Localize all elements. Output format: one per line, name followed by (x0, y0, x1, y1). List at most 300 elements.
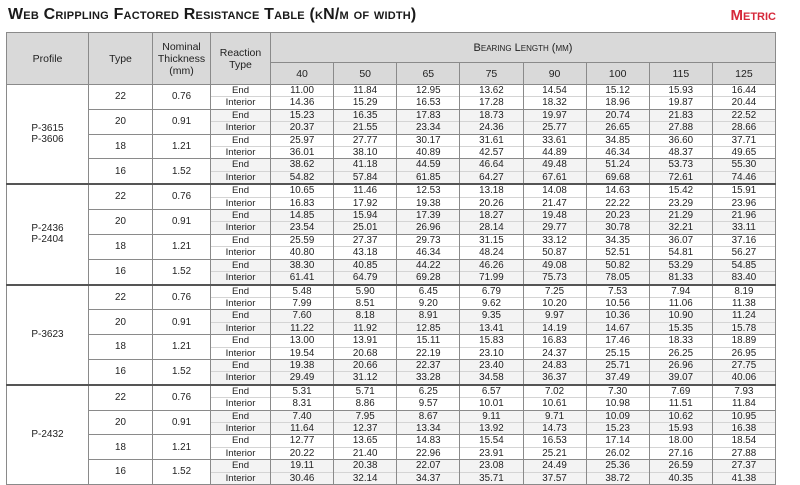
value-cell (271, 259, 334, 284)
value-cell (523, 210, 586, 235)
interior-value: 48.37 (668, 147, 694, 159)
end-value: 10.95 (713, 411, 775, 423)
thickness-cell: 0.91 (153, 210, 211, 235)
end-value: 12.95 (397, 85, 459, 97)
interior-value: 74.46 (731, 171, 757, 183)
reaction-type-cell (211, 210, 271, 235)
type-cell: 18 (89, 335, 153, 360)
reaction-interior-label: Interior (225, 147, 256, 159)
end-value: 34.85 (587, 135, 649, 147)
value-cell (397, 385, 460, 410)
value-cell (523, 134, 586, 159)
end-value: 29.73 (397, 235, 459, 247)
end-value: 10.09 (587, 411, 649, 423)
reaction-interior-label: Interior (225, 472, 256, 484)
end-value: 34.35 (587, 235, 649, 247)
value-cell (586, 159, 649, 184)
reaction-type-cell (211, 109, 271, 134)
interior-value: 13.92 (479, 422, 504, 434)
table-row (7, 109, 776, 134)
table-body (7, 85, 776, 485)
end-value: 36.07 (650, 235, 712, 247)
value-cell (523, 385, 586, 410)
table-title: Web Crippling Factored Resistance Table (kN/m of width) (8, 6, 417, 23)
reaction-end-label: End (211, 210, 270, 222)
end-value: 20.66 (334, 360, 396, 372)
end-value: 27.75 (713, 360, 775, 372)
value-cell (460, 234, 523, 259)
value-cell (460, 359, 523, 384)
end-value: 13.00 (271, 335, 333, 347)
thickness-cell: 1.52 (153, 460, 211, 485)
interior-value: 69.68 (605, 171, 630, 183)
interior-value: 42.57 (479, 147, 504, 159)
end-value: 14.85 (271, 210, 333, 222)
end-value: 8.91 (397, 310, 459, 322)
end-value: 7.95 (334, 411, 396, 423)
value-cell (334, 234, 397, 259)
end-value: 16.35 (334, 110, 396, 122)
value-cell (712, 259, 775, 284)
interior-value: 8.86 (355, 398, 375, 410)
interior-value: 27.88 (668, 122, 694, 134)
end-value: 20.23 (587, 210, 649, 222)
end-value: 25.71 (587, 360, 649, 372)
interior-value: 15.93 (668, 422, 694, 434)
type-cell: 22 (89, 385, 153, 410)
value-cell (397, 285, 460, 310)
thickness-cell: 1.52 (153, 159, 211, 184)
value-cell (523, 109, 586, 134)
end-value: 20.38 (334, 460, 396, 472)
end-value: 12.77 (271, 435, 333, 447)
end-value: 9.11 (460, 411, 522, 423)
type-cell: 20 (89, 310, 153, 335)
end-value: 14.83 (397, 435, 459, 447)
end-value: 9.71 (524, 411, 586, 423)
value-cell (523, 460, 586, 485)
interior-value: 23.29 (668, 197, 694, 209)
value-cell (271, 359, 334, 384)
end-value: 7.60 (271, 310, 333, 322)
end-value: 23.08 (460, 460, 522, 472)
header-length-50: 50 (334, 63, 397, 85)
value-cell (586, 134, 649, 159)
interior-value: 16.83 (289, 197, 315, 209)
value-cell (586, 460, 649, 485)
interior-value: 26.25 (668, 347, 694, 359)
interior-value: 11.92 (353, 322, 378, 334)
end-value: 15.91 (713, 185, 775, 197)
reaction-interior-label: Interior (225, 372, 256, 384)
end-value: 22.37 (397, 360, 459, 372)
value-cell (523, 234, 586, 259)
end-value: 15.83 (460, 335, 522, 347)
reaction-interior-label: Interior (225, 171, 256, 183)
type-cell: 20 (89, 410, 153, 435)
thickness-cell: 1.21 (153, 335, 211, 360)
end-value: 38.30 (271, 260, 333, 272)
header-length-65: 65 (397, 63, 460, 85)
interior-value: 30.78 (605, 222, 630, 234)
end-value: 10.62 (650, 411, 712, 423)
end-value: 5.31 (271, 386, 333, 398)
header-length-115: 115 (649, 63, 712, 85)
value-cell (271, 85, 334, 110)
type-cell: 16 (89, 359, 153, 384)
interior-value: 61.85 (416, 171, 441, 183)
interior-value: 38.72 (605, 472, 630, 484)
end-value: 10.36 (587, 310, 649, 322)
interior-value: 24.37 (542, 347, 567, 359)
interior-value: 34.37 (416, 472, 441, 484)
value-cell (586, 435, 649, 460)
interior-value: 11.38 (732, 297, 756, 309)
reaction-end-label: End (211, 286, 270, 298)
interior-value: 8.51 (355, 297, 375, 309)
value-cell (397, 184, 460, 209)
table-row (7, 460, 776, 485)
end-value: 26.96 (650, 360, 712, 372)
end-value: 31.15 (460, 235, 522, 247)
end-value: 46.26 (460, 260, 522, 272)
interior-value: 57.84 (352, 171, 378, 183)
end-value: 22.52 (713, 110, 775, 122)
interior-value: 25.01 (352, 222, 378, 234)
value-cell (649, 435, 712, 460)
end-value: 14.63 (587, 185, 649, 197)
value-cell (397, 435, 460, 460)
end-value: 16.53 (524, 435, 586, 447)
interior-value: 54.82 (289, 171, 315, 183)
table-row (7, 134, 776, 159)
interior-value: 16.38 (731, 422, 757, 434)
reaction-interior-label: Interior (225, 122, 256, 134)
value-cell (460, 435, 523, 460)
value-cell (586, 410, 649, 435)
interior-value: 14.36 (289, 97, 315, 109)
value-cell (523, 335, 586, 360)
interior-value: 28.14 (479, 222, 504, 234)
interior-value: 64.27 (479, 171, 504, 183)
end-value: 13.62 (460, 85, 522, 97)
reaction-type-cell (211, 410, 271, 435)
interior-value: 40.89 (416, 147, 441, 159)
end-value: 13.18 (460, 185, 522, 197)
end-value: 11.24 (713, 310, 775, 322)
interior-value: 35.71 (479, 472, 504, 484)
end-value: 19.48 (524, 210, 586, 222)
interior-value: 14.73 (542, 422, 567, 434)
end-value: 12.53 (397, 185, 459, 197)
end-value: 8.18 (334, 310, 396, 322)
value-cell (460, 134, 523, 159)
end-value: 7.25 (524, 286, 586, 298)
value-cell (649, 184, 712, 209)
interior-value: 25.21 (542, 447, 567, 459)
reaction-interior-label: Interior (225, 222, 256, 234)
end-value: 49.08 (524, 260, 586, 272)
value-cell (523, 159, 586, 184)
end-value: 5.48 (271, 286, 333, 298)
thickness-cell: 0.76 (153, 184, 211, 209)
interior-value: 9.57 (418, 398, 438, 410)
reaction-end-label: End (211, 85, 270, 97)
value-cell (586, 385, 649, 410)
interior-value: 20.44 (731, 97, 757, 109)
value-cell (649, 109, 712, 134)
end-value: 5.90 (334, 286, 396, 298)
value-cell (712, 234, 775, 259)
reaction-type-cell (211, 85, 271, 110)
end-value: 49.48 (524, 159, 586, 171)
interior-value: 44.89 (542, 147, 567, 159)
value-cell (397, 259, 460, 284)
value-cell (271, 335, 334, 360)
reaction-interior-label: Interior (225, 272, 256, 284)
value-cell (397, 335, 460, 360)
reaction-type-cell (211, 159, 271, 184)
end-value: 55.30 (713, 159, 775, 171)
interior-value: 23.54 (289, 222, 315, 234)
interior-value: 29.77 (542, 222, 567, 234)
end-value: 18.33 (650, 335, 712, 347)
value-cell (712, 310, 775, 335)
end-value: 18.89 (713, 335, 775, 347)
value-cell (460, 310, 523, 335)
type-cell: 18 (89, 435, 153, 460)
end-value: 21.83 (650, 110, 712, 122)
value-cell (334, 460, 397, 485)
interior-value: 20.37 (289, 122, 315, 134)
value-cell (397, 359, 460, 384)
value-cell (712, 159, 775, 184)
interior-value: 48.24 (479, 247, 504, 259)
end-value: 25.36 (587, 460, 649, 472)
table-row (7, 410, 776, 435)
end-value: 36.60 (650, 135, 712, 147)
end-value: 13.91 (334, 335, 396, 347)
value-cell (712, 359, 775, 384)
interior-value: 46.34 (605, 147, 630, 159)
value-cell (586, 85, 649, 110)
end-value: 25.59 (271, 235, 333, 247)
reaction-end-label: End (211, 260, 270, 272)
value-cell (397, 159, 460, 184)
thickness-cell: 0.91 (153, 410, 211, 435)
type-cell: 22 (89, 285, 153, 310)
end-value: 41.18 (334, 159, 396, 171)
interior-value: 21.47 (542, 197, 567, 209)
interior-value: 37.49 (605, 372, 630, 384)
reaction-end-label: End (211, 335, 270, 347)
value-cell (271, 210, 334, 235)
value-cell (712, 435, 775, 460)
type-cell: 18 (89, 234, 153, 259)
value-cell (334, 435, 397, 460)
value-cell (586, 234, 649, 259)
value-cell (460, 159, 523, 184)
interior-value: 23.10 (479, 347, 504, 359)
interior-value: 61.41 (289, 272, 315, 284)
thickness-cell: 1.21 (153, 234, 211, 259)
value-cell (523, 359, 586, 384)
value-cell (460, 385, 523, 410)
value-cell (334, 385, 397, 410)
interior-value: 19.54 (289, 347, 315, 359)
reaction-end-label: End (211, 185, 270, 197)
table-row (7, 285, 776, 310)
interior-value: 20.26 (479, 197, 504, 209)
end-value: 6.45 (397, 286, 459, 298)
interior-value: 10.56 (605, 297, 630, 309)
interior-value: 69.28 (416, 272, 441, 284)
end-value: 21.29 (650, 210, 712, 222)
end-value: 15.12 (587, 85, 649, 97)
interior-value: 40.80 (289, 247, 315, 259)
value-cell (334, 159, 397, 184)
interior-value: 16.53 (416, 97, 441, 109)
end-value: 7.30 (587, 386, 649, 398)
interior-value: 19.87 (668, 97, 694, 109)
value-cell (460, 184, 523, 209)
end-value: 46.64 (460, 159, 522, 171)
reaction-type-cell (211, 335, 271, 360)
thickness-cell: 0.76 (153, 285, 211, 310)
interior-value: 11.51 (668, 398, 693, 410)
value-cell (586, 285, 649, 310)
interior-value: 33.11 (732, 222, 756, 234)
value-cell (271, 285, 334, 310)
thickness-cell: 1.52 (153, 259, 211, 284)
reaction-end-label: End (211, 360, 270, 372)
interior-value: 56.27 (731, 247, 757, 259)
value-cell (334, 359, 397, 384)
header-length-90: 90 (523, 63, 586, 85)
end-value: 23.40 (460, 360, 522, 372)
reaction-end-label: End (211, 235, 270, 247)
value-cell (460, 285, 523, 310)
header-length-125: 125 (712, 63, 775, 85)
value-cell (460, 85, 523, 110)
interior-value: 10.61 (542, 398, 567, 410)
end-value: 17.83 (397, 110, 459, 122)
web-crippling-table (6, 32, 776, 485)
end-value: 15.23 (271, 110, 333, 122)
value-cell (649, 385, 712, 410)
value-cell (586, 109, 649, 134)
interior-value: 40.35 (668, 472, 694, 484)
end-value: 9.35 (460, 310, 522, 322)
table-row (7, 359, 776, 384)
interior-value: 54.81 (668, 247, 694, 259)
interior-value: 75.73 (542, 272, 567, 284)
interior-value: 27.16 (668, 447, 694, 459)
thickness-cell: 0.91 (153, 109, 211, 134)
interior-value: 49.65 (731, 147, 757, 159)
reaction-end-label: End (211, 110, 270, 122)
value-cell (586, 259, 649, 284)
value-cell (649, 134, 712, 159)
type-cell: 22 (89, 85, 153, 110)
value-cell (586, 310, 649, 335)
interior-value: 15.35 (668, 322, 694, 334)
end-value: 7.40 (271, 411, 333, 423)
interior-value: 7.99 (292, 297, 312, 309)
reaction-interior-label: Interior (225, 297, 256, 309)
end-value: 7.53 (587, 286, 649, 298)
interior-value: 10.20 (542, 297, 567, 309)
thickness-cell: 0.91 (153, 310, 211, 335)
interior-value: 10.01 (479, 398, 504, 410)
thickness-cell: 0.76 (153, 385, 211, 410)
end-value: 8.19 (713, 286, 775, 298)
end-value: 44.59 (397, 159, 459, 171)
end-value: 15.54 (460, 435, 522, 447)
interior-value: 26.65 (605, 122, 630, 134)
reaction-end-label: End (211, 386, 270, 398)
interior-value: 14.19 (542, 322, 567, 334)
value-cell (712, 460, 775, 485)
value-cell (649, 310, 712, 335)
interior-value: 67.61 (542, 171, 567, 183)
end-value: 27.77 (334, 135, 396, 147)
end-value: 40.85 (334, 260, 396, 272)
interior-value: 15.78 (731, 322, 757, 334)
interior-value: 29.49 (289, 372, 315, 384)
table-row (7, 385, 776, 410)
thickness-cell: 1.52 (153, 359, 211, 384)
interior-value: 11.84 (732, 398, 756, 410)
value-cell (460, 335, 523, 360)
reaction-type-cell (211, 460, 271, 485)
value-cell (523, 310, 586, 335)
interior-value: 22.96 (416, 447, 441, 459)
header-thickness: Nominal Thickness (mm) (153, 33, 211, 85)
interior-value: 33.28 (416, 372, 441, 384)
end-value: 21.96 (713, 210, 775, 222)
interior-value: 14.67 (605, 322, 630, 334)
table-row (7, 210, 776, 235)
interior-value: 32.14 (352, 472, 378, 484)
value-cell (397, 134, 460, 159)
value-cell (334, 184, 397, 209)
end-value: 7.69 (650, 386, 712, 398)
value-cell (271, 159, 334, 184)
reaction-type-cell (211, 385, 271, 410)
table-row (7, 159, 776, 184)
end-value: 51.24 (587, 159, 649, 171)
table-row (7, 85, 776, 110)
end-value: 15.93 (650, 85, 712, 97)
profile-cell: P-3615 P-3606 (7, 85, 89, 185)
value-cell (523, 410, 586, 435)
interior-value: 36.01 (289, 147, 315, 159)
interior-value: 19.38 (416, 197, 441, 209)
end-value: 54.85 (713, 260, 775, 272)
value-cell (334, 85, 397, 110)
value-cell (649, 234, 712, 259)
end-value: 16.44 (713, 85, 775, 97)
value-cell (712, 109, 775, 134)
profile-cell: P-2432 (7, 385, 89, 485)
end-value: 6.57 (460, 386, 522, 398)
reaction-type-cell (211, 359, 271, 384)
profile-cell: P-2436 P-2404 (7, 184, 89, 284)
interior-value: 22.22 (605, 197, 630, 209)
interior-value: 28.66 (731, 122, 757, 134)
interior-value: 81.33 (668, 272, 694, 284)
